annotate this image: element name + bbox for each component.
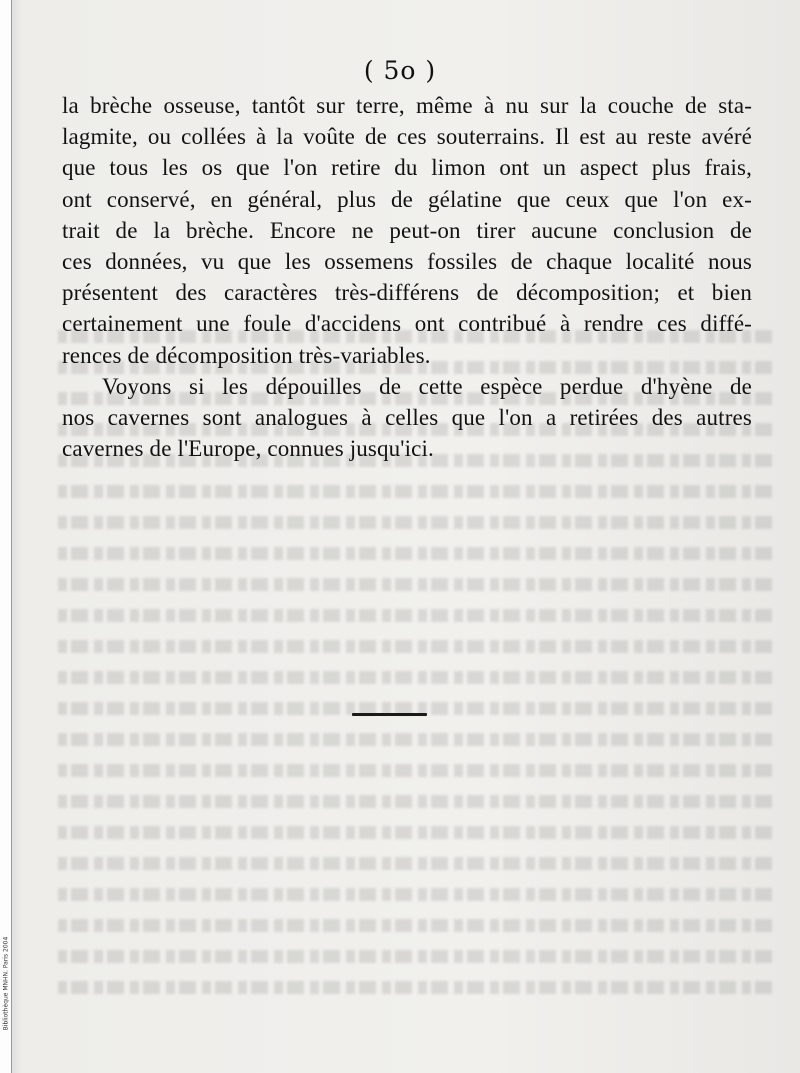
- text-line: que tous les os que l'on retire du limon ont un aspect plus frais,: [62, 155, 752, 181]
- text-line: ont conservé, en général, plus de gélatine que ceux que l'on ex-: [62, 186, 752, 212]
- library-stamp: [1, 900, 10, 1070]
- text-line: rences de décomposition très-variables.: [62, 342, 431, 368]
- section-separator-rule: [352, 713, 427, 716]
- text-line: cavernes de l'Europe, connues jusqu'ici.: [62, 436, 434, 462]
- body-text: [62, 90, 752, 464]
- text-line: trait de la brèche. Encore ne peut-on tirer aucune conclusion de: [62, 217, 752, 243]
- scan-margin-strip: [0, 0, 12, 1073]
- text-line: nos cavernes sont analogues à celles que l'on a retirées des autres: [62, 404, 752, 430]
- library-stamp-text: Bibliothèque MNHN. Paris 2004: [2, 936, 10, 1031]
- text-line: certainement une foule d'accidens ont contribué à rendre ces diffé-: [62, 311, 752, 337]
- text-line: la brèche osseuse, tantôt sur terre, même à nu sur la couche de sta-: [62, 93, 752, 118]
- text-line-paragraph-start: Voyons si les dépouilles de cette espèce perdue d'hyène de: [102, 373, 752, 399]
- text-line: lagmite, ou collées à la voûte de ces souterrains. Il est au reste avéré: [62, 124, 752, 150]
- text-line: ces données, vu que les ossemens fossiles de chaque localité nous: [62, 248, 752, 274]
- page-number: ( 5o ): [363, 56, 437, 85]
- text-line: présentent des caractères très-différens de décomposition; et bien: [62, 280, 752, 306]
